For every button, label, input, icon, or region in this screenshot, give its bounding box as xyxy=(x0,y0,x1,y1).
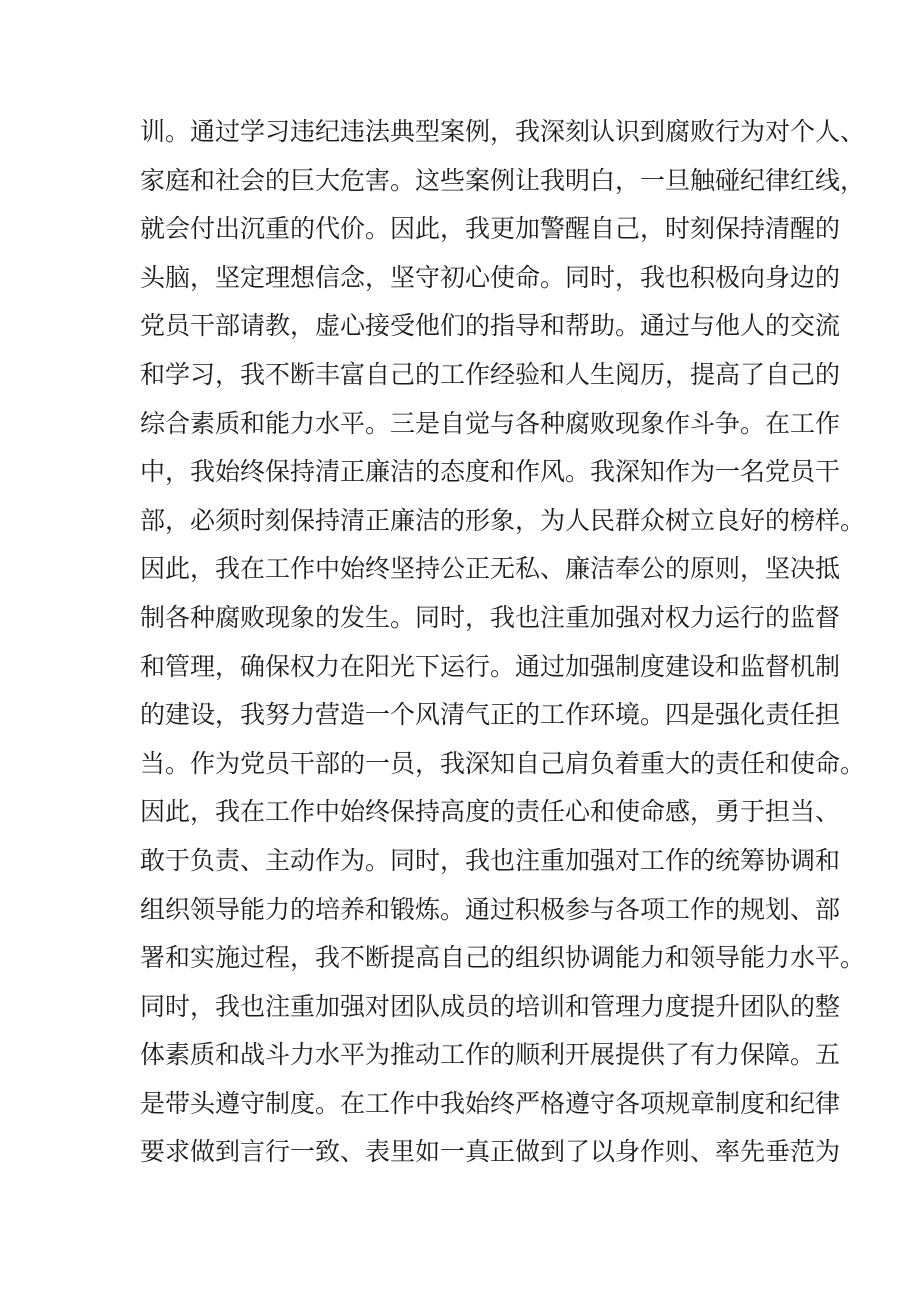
text-line: 综合素质和能力水平。三是自觉与各种腐败现象作斗争。在工作 xyxy=(140,408,841,438)
text-line: 家庭和社会的巨大危害。这些案例让我明白，一旦触碰纪律红线， xyxy=(140,165,866,195)
text-line: 体素质和战斗力水平为推动工作的顺利开展提供了有力保障。五 xyxy=(140,1040,841,1070)
text-line: 要求做到言行一致、表里如一真正做到了以身作则、率先垂范为 xyxy=(140,1137,841,1167)
text-line: 就会付出沉重的代价。因此，我更加警醒自己，时刻保持清醒的 xyxy=(140,214,841,244)
text-line: 署和实施过程，我不断提高自己的组织协调能力和领导能力水平。 xyxy=(140,943,866,973)
text-line: 训。通过学习违纪违法典型案例，我深刻认识到腐败行为对个人、 xyxy=(140,117,866,146)
text-line: 敢于负责、主动作为。同时，我也注重加强对工作的统筹协调和 xyxy=(140,845,841,875)
text-line: 和学习，我不断丰富自己的工作经验和人生阅历，提高了自己的 xyxy=(140,359,841,389)
text-line: 中，我始终保持清正廉洁的态度和作风。我深知作为一名党员干 xyxy=(140,457,841,487)
text-line: 因此，我在工作中始终坚持公正无私、廉洁奉公的原则，坚决抵 xyxy=(140,554,841,584)
text-line: 因此，我在工作中始终保持高度的责任心和使命感，勇于担当、 xyxy=(140,797,841,827)
text-line: 是带头遵守制度。在工作中我始终严格遵守各项规章制度和纪律 xyxy=(140,1088,841,1118)
text-line: 头脑，坚定理想信念，坚守初心使命。同时，我也积极向身边的 xyxy=(140,262,841,292)
text-line: 同时，我也注重加强对团队成员的培训和管理力度提升团队的整 xyxy=(140,991,841,1021)
text-line: 部，必须时刻保持清正廉洁的形象，为人民群众树立良好的榜样。 xyxy=(140,505,866,535)
text-line: 制各种腐败现象的发生。同时，我也注重加强对权力运行的监督 xyxy=(140,602,841,632)
text-line: 党员干部请教，虚心接受他们的指导和帮助。通过与他人的交流 xyxy=(140,311,841,341)
text-line: 当。作为党员干部的一员，我深知自己肩负着重大的责任和使命。 xyxy=(140,748,866,778)
text-line: 的建设，我努力营造一个风清气正的工作环境。四是强化责任担 xyxy=(140,700,841,730)
text-line: 组织领导能力的培养和锻炼。通过积极参与各项工作的规划、部 xyxy=(140,894,841,924)
text-line: 和管理，确保权力在阳光下运行。通过加强制度建设和监督机制 xyxy=(140,651,841,681)
body-text xyxy=(140,108,866,1177)
